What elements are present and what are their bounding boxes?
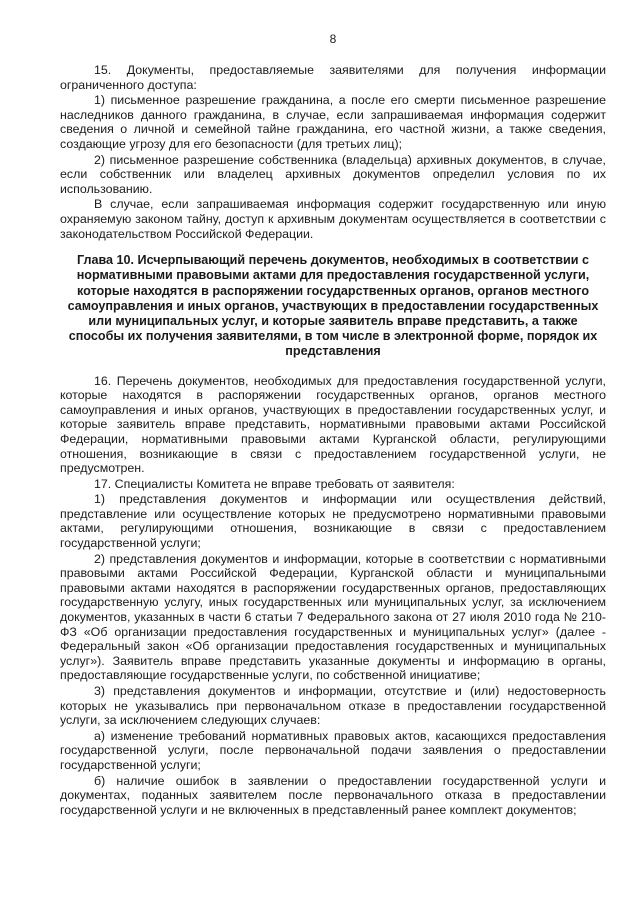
paragraph: 2) представления документов и информации, которые в соответствии с нормативными правовыми актами Российской Федерации, Курганской области и муниципальными правовыми актами находятся в распоряжении государственных органов, предоставляющих государственную услугу, иных государственных или муниципальных услуг, за исключением документов, указанных в части 6 статьи 7 Федерального закона от 27 июля 2010 года № 210-ФЗ «Об организации предоставления государственных и муниципальных услуг» (далее - Федеральный закон «Об организации предоставления государственных и муниципальных услуг»). Заявитель вправе представить указанные документы и информацию в органы, предоставляющие государственные услуги, по собственной инициативе; xyxy=(60,551,606,683)
section-documents-restricted-access xyxy=(60,63,606,241)
paragraph: б) наличие ошибок в заявлении о предоставлении государственной услуги и документах, поданных заявителем после первоначального отказа в предоставлении государственной услуги и не включенных в представленный ранее комплект документов; xyxy=(60,773,606,817)
paragraph: 16. Перечень документов, необходимых для предоставления государственной услуги, которые находятся в распоряжении государственных органов, органов местного самоуправления и иных органов, участвующих в предоставлении государственных услуг, и которые заявитель вправе представить, нормативными правовыми актами Российской Федерации, нормативными правовыми актами Курганской области, регулирующими отношения, возникающие в связи с предоставлением государственной услуги, не предусмотрен. xyxy=(60,373,606,476)
chapter-heading: Глава 10. Исчерпывающий перечень документов, необходимых в соответствии с нормативными правовыми актами для предоставления государственной услуги, которые находятся в распоряжении государственных органов, органов местного самоуправления и иных органов, участвующих в предоставлении государственных или муниципальных услуг, и которые заявитель вправе представить, а также способы их получения заявителями, в том числе в электронной форме, порядок их представления xyxy=(67,253,599,359)
paragraph: 15. Документы, предоставляемые заявителями для получения информации ограниченного доступа: xyxy=(60,63,606,92)
section-chapter-10 xyxy=(60,374,606,818)
paragraph: 2) письменное разрешение собственника (владельца) архивных документов, в случае, если собственник или владелец архивных документов определил условия по их использованию. xyxy=(60,152,606,196)
paragraph: 1) представления документов и информации или осуществления действий, представление или осуществление которых не предусмотрено нормативными правовыми актами, регулирующими отношения, возникающие в связи с предоставлением государственной услуги; xyxy=(60,492,606,551)
page-number: 8 xyxy=(329,32,337,46)
paragraph: 17. Специалисты Комитета не вправе требовать от заявителя: xyxy=(94,476,455,491)
paragraph: а) изменение требований нормативных правовых актов, касающихся предоставления государственной услуги, после первоначальной подачи заявления о предоставлении государственной услуги; xyxy=(60,728,606,772)
paragraph: 3) представления документов и информации, отсутствие и (или) недостоверность которых не указывались при первоначальном отказе в предоставлении государственной услуги, за исключением следующих случаев: xyxy=(60,684,606,728)
paragraph: В случае, если запрашиваемая информация содержит государственную или иную охраняемую законом тайну, доступ к архивным документам осуществляется в соответствии с законодательством Российской Федерации. xyxy=(60,197,606,241)
paragraph: 1) письменное разрешение гражданина, а после его смерти письменное разрешение наследников данного гражданина, в случае, если запрашиваемая информация содержит сведения о личной и семейной тайне гражданина, его частной жизни, а также сведения, создающие угрозу для его безопасности (для третьих лиц); xyxy=(60,93,606,151)
